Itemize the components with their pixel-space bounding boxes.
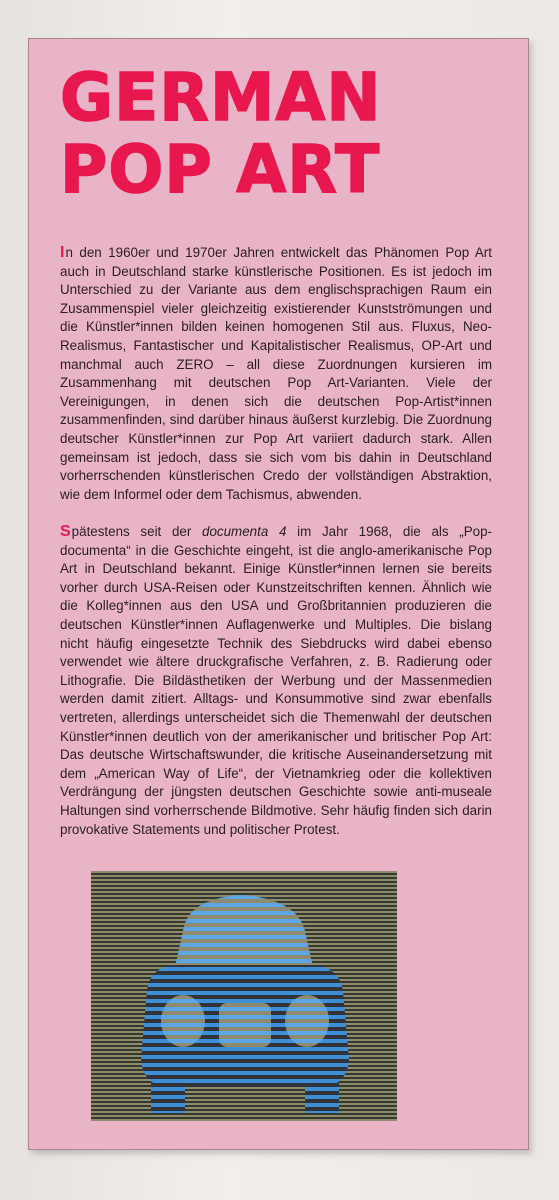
dropcap-block: I <box>60 244 65 261</box>
op-art-car-artwork <box>91 871 397 1121</box>
documenta-paragraph <box>60 523 492 839</box>
paragraph1-text: n den 1960er und 1970er Jahren entwickelt das Phänomen Pop Art auch in Deutschland starke künstlerische Positionen. Es ist jedoch im Unterschied zu der Variante aus dem englischsprachigen Raum ein Zusammenspiel vieler gleichzeitig existierender Kunstströmungen und die Künstler*innen bilden keinen homogenen Stil aus. Fluxus, Neo-Realismus, Fantastischer und Kapitalistischer Realismus, OP-Art und manchmal auch ZERO – all diese Zuordnungen kursieren im Zusammenhang mit deutschen Pop Art-Varianten. Viele der Vereinigungen, in denen sich die deutschen Pop-Artist*innen zusammenfinden, sind darüber hinaus äußerst kurzlebig. Die Zuordnung deutscher Künstler*innen zur Pop Art variiert dadurch stark. Allen gemeinsam ist jedoch, dass sie sich vom bis dahin in Deutschland vorherrschenden künstlerischen Credo der vollständigen Abstraktion, wie dem Informel oder dem Tachismus, abwenden. <box>60 245 492 502</box>
right-headlight-shape <box>285 995 329 1047</box>
title-line-pop-art: POP ART <box>60 131 381 208</box>
paragraph2-text-start: pätestens seit der <box>71 524 203 539</box>
car-artwork-image <box>91 871 397 1121</box>
car-grille-shape <box>219 1003 271 1047</box>
intro-paragraph <box>60 244 492 504</box>
dropcap-block: S <box>60 523 71 540</box>
paragraph2-italic-title: documenta 4 <box>202 524 287 539</box>
right-wheel-shape <box>305 1083 339 1113</box>
title-line-german: GERMAN <box>60 59 382 136</box>
panel-title <box>60 59 382 208</box>
left-wheel-shape <box>151 1083 185 1113</box>
left-headlight-shape <box>161 995 205 1047</box>
paragraph2-text-rest: im Jahr 1968, die als „Pop-documenta“ in die Geschichte eingeht, ist die anglo-amerikanische Pop Art in Deutschland bekannt. Einige Künstler*innen lernen sie bereits vorher durch USA-Reisen oder Kunstzeitschriften kennen. Ähnlich wie die Kolleg*innen aus den USA und Großbritannien produzieren die deutschen Künstler*innen Auflagenwerke und Multiples. Die bislang nicht häufig eingesetzte Technik des Siebdrucks wird dabei ebenso verwendet wie ältere druckgrafische Verfahren, z. B. Radierung oder Lithografie. Die Bildästhetiken der Werbung und der Massenmedien werden damit zitiert. Alltags- und Konsummotive sind zwar ebenfalls vertreten, allerdings unterscheidet sich die Themenwahl der deutschen Künstler*innen deutlich von der amerikanischer und britischer Pop Art: Das deutsche Wirtschaftswunder, die kritische Auseinandersetzung mit dem „American Way of Life“, der Vietnamkrieg oder die kollektiven Verdrängung der jüngsten deutschen Geschichte sowie anti-museale Haltungen sind vorherrschende Bildmotive. Sehr häufig finden sich darin provokative Statements und politischer Protest. <box>60 524 493 837</box>
